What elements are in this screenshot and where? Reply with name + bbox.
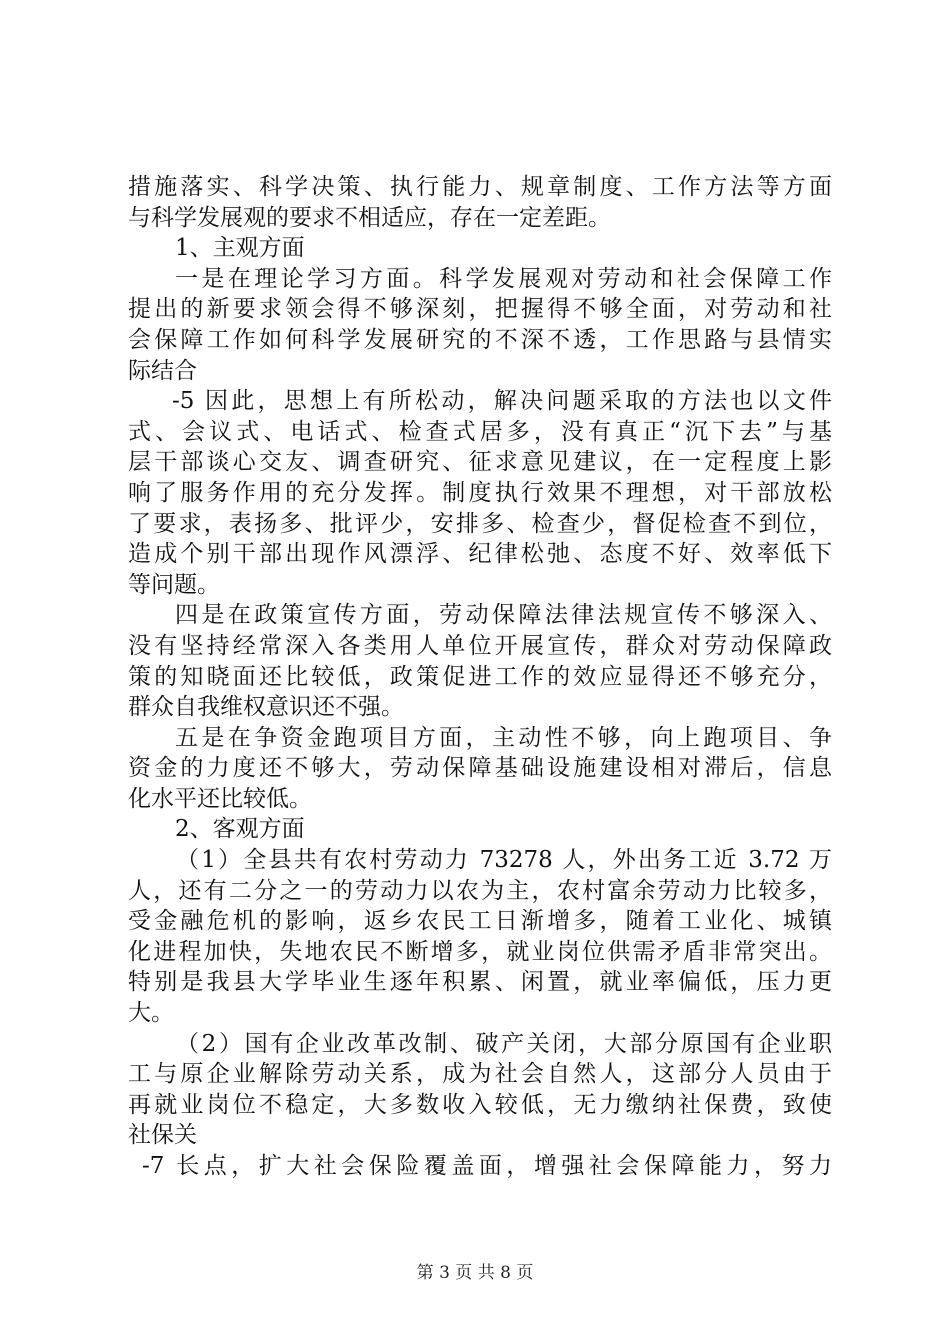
text-line: 措施落实、科学决策、执行能力、规章制度、工作方法等方面 (128, 174, 832, 200)
text-line: 大。 (128, 1000, 174, 1027)
text-line: 化进程加快，失地农民不断增多，就业岗位供需矛盾非常突出。 (128, 938, 832, 965)
section-heading: 2、客观方面 (175, 816, 305, 843)
text-line: 化水平还比较低。 (128, 785, 312, 812)
text-line: （2）国有企业改革改制、破产关闭，大部分原国有企业职 (176, 1030, 832, 1057)
text-line: -5 因此，思想上有所松动，解决问题采取的方法也以文件 (172, 388, 832, 415)
page-number-footer: 第 3 页 共 8 页 (416, 1263, 534, 1283)
text-line: 群众自我维权意识还不强。 (128, 694, 404, 721)
text-line: 策的知晓面还比较低，政策促进工作的效应显得还不够充分， (128, 663, 832, 690)
text-line: 再就业岗位不稳定，大多数收入较低，无力缴纳社保费，致使 (128, 1091, 832, 1118)
document-body (128, 172, 832, 1182)
section-heading: 1、主观方面 (175, 235, 305, 262)
text-line: 工与原企业解除劳动关系，成为社会自然人，这部分人员由于 (128, 1061, 832, 1088)
text-line: 了要求，表扬多、批评少，安排多、检查少，督促检查不到位， (128, 510, 832, 537)
text-line: 特别是我县大学毕业生逐年积累、闲置，就业率偏低，压力更 (128, 969, 832, 996)
text-line: 人，还有二分之一的劳动力以农为主，农村富余劳动力比较多， (128, 877, 832, 904)
text-line: 等问题。 (128, 571, 220, 598)
text-line: （1）全县共有农村劳动力 73278 人，外出务工近 3.72 万 (176, 847, 832, 874)
text-line: 层干部谈心交友、调查研究、征求意见建议，在一定程度上影 (128, 449, 832, 476)
text-line: 没有坚持经常深入各类用人单位开展宣传，群众对劳动保障政 (128, 632, 832, 659)
text-line: -7 长点，扩大社会保险覆盖面，增强社会保障能力，努力 (142, 1153, 832, 1179)
text-line: 一是在理论学习方面。科学发展观对劳动和社会保障工作 (175, 265, 832, 292)
text-line: 五是在争资金跑项目方面，主动性不够，向上跑项目、争 (175, 724, 832, 751)
text-line: 响了服务作用的充分发挥。制度执行效果不理想，对干部放松 (128, 479, 832, 506)
text-line: 际结合 (128, 357, 197, 384)
text-line: 提出的新要求领会得不够深刻，把握得不够全面，对劳动和社 (128, 296, 832, 323)
text-line: 会保障工作如何科学发展研究的不深不透，工作思路与县情实 (128, 326, 832, 353)
text-line: 四是在政策宣传方面，劳动保障法律法规宣传不够深入、 (175, 602, 832, 629)
text-line: 造成个别干部出现作风漂浮、纪律松弛、态度不好、效率低下 (128, 541, 832, 568)
text-line: 与科学发展观的要求不相适应，存在一定差距。 (128, 204, 611, 231)
text-line: 社保关 (128, 1122, 197, 1149)
text-line: 受金融危机的影响，返乡农民工日渐增多，随着工业化、城镇 (128, 908, 832, 935)
text-line: 式、会议式、电话式、检查式居多，没有真正“沉下去”与基 (128, 418, 832, 445)
text-line: 资金的力度还不够大，劳动保障基础设施建设相对滞后，信息 (128, 755, 832, 782)
